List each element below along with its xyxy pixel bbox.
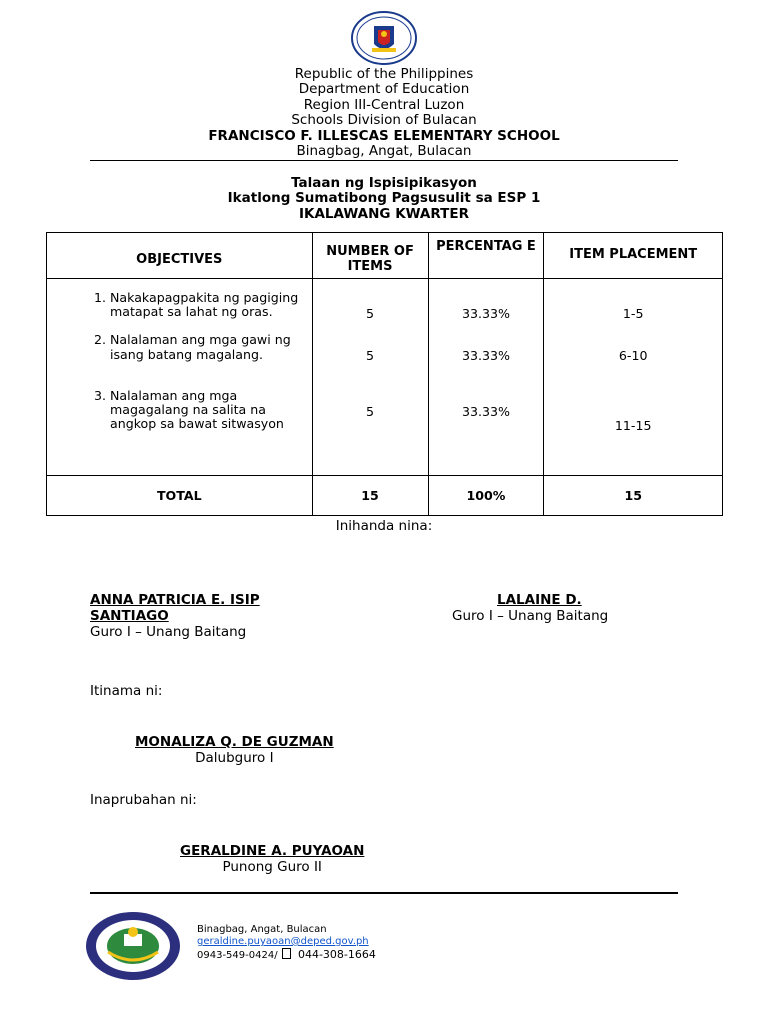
header-divider — [90, 160, 678, 161]
footer-contact — [197, 924, 376, 962]
placement-value: 11-15 — [614, 418, 652, 433]
preparer2-block — [452, 592, 692, 624]
objective-item: 2. Nalalaman ang mga gawi ng isang batang magalang. — [110, 333, 306, 361]
header-block — [0, 67, 768, 159]
document-title — [0, 176, 768, 222]
table-header-row — [47, 233, 723, 279]
header-item-placement: ITEM PLACEMENT — [544, 233, 723, 279]
checker-name: MONALIZA Q. DE GUZMAN — [135, 734, 334, 750]
school-logo — [84, 910, 182, 982]
header-department: Department of Education — [298, 81, 470, 98]
header-number-of-items-text: NUMBER OF ITEMS — [326, 243, 414, 274]
specification-table — [46, 232, 723, 516]
header-number-of-items — [312, 233, 428, 279]
objective-item: 1. Nakakapagpakita ng pagiging matapat sa lahat ng oras. — [110, 291, 306, 319]
objective-item: 3. Nalalaman ang mga magagalang na salita na angkop sa bawat sitwasyon — [110, 389, 306, 432]
title-line3: IKALAWANG KWARTER — [299, 205, 469, 222]
header-percentage-text: PERCENTAG E — [436, 239, 536, 254]
preparer2-role: Guro I – Unang Baitang — [452, 608, 609, 624]
percent-cell — [428, 279, 544, 476]
title-line2: Ikatlong Sumatibong Pagsusulit sa ESP 1 — [227, 190, 541, 207]
prepared-by-label: Inihanda nina: — [335, 518, 433, 534]
title-line1: Talaan ng Ispisipikasyon — [291, 175, 477, 191]
header-school-name: FRANCISCO F. ILLESCAS ELEMENTARY SCHOOL — [208, 127, 560, 144]
approved-by-label: Inaprubahan ni: — [90, 792, 197, 808]
header-percentage — [428, 233, 544, 279]
header-address: Binagbag, Angat, Bulacan — [296, 143, 472, 160]
objectives-cell — [47, 279, 313, 476]
percent-value: 33.33% — [461, 306, 510, 321]
header-objectives: OBJECTIVES — [47, 233, 313, 279]
preparer1-role: Guro I – Unang Baitang — [90, 624, 247, 640]
footer-phone2: 044-308-1664 — [297, 948, 376, 961]
placement-value: 1-5 — [622, 306, 644, 321]
checker-role: Dalubguro I — [195, 750, 274, 766]
table-total-row — [47, 476, 723, 516]
approver-block — [180, 843, 364, 875]
header-republic: Republic of the Philippines — [294, 66, 474, 82]
items-cell — [312, 279, 428, 476]
footer-divider — [90, 892, 678, 894]
footer-phone1: 0943-549-0424/ — [197, 950, 278, 961]
placement-cell — [544, 279, 723, 476]
preparer2-name: LALAINE D. — [497, 592, 582, 608]
percent-value: 33.33% — [461, 348, 510, 363]
preparer1-block — [90, 592, 330, 640]
total-items: 15 — [312, 476, 428, 516]
footer-email-link[interactable]: geraldine.puyaoan@deped.gov.ph — [197, 936, 369, 947]
header-division: Schools Division of Bulacan — [291, 112, 477, 129]
total-label: TOTAL — [47, 476, 313, 516]
percent-value: 33.33% — [461, 404, 510, 419]
footer-phones — [197, 948, 376, 962]
header-region: Region III-Central Luzon — [303, 96, 465, 113]
items-value: 5 — [366, 306, 375, 321]
items-value: 5 — [366, 348, 375, 363]
preparer1-name: ANNA PATRICIA E. ISIP SANTIAGO — [90, 592, 260, 624]
deped-seal-logo — [350, 10, 418, 66]
phone-icon — [282, 948, 291, 959]
objectives-list — [47, 279, 312, 431]
table-row — [47, 279, 723, 476]
total-percent: 100% — [428, 476, 544, 516]
total-placement: 15 — [544, 476, 723, 516]
footer-address: Binagbag, Angat, Bulacan — [197, 924, 327, 935]
checked-by-label: Itinama ni: — [90, 683, 163, 699]
checker-block — [135, 734, 334, 766]
approver-name: GERALDINE A. PUYAOAN — [180, 843, 365, 859]
approver-role: Punong Guro II — [222, 859, 322, 875]
placement-value: 6-10 — [618, 348, 648, 363]
items-value: 5 — [366, 404, 375, 419]
